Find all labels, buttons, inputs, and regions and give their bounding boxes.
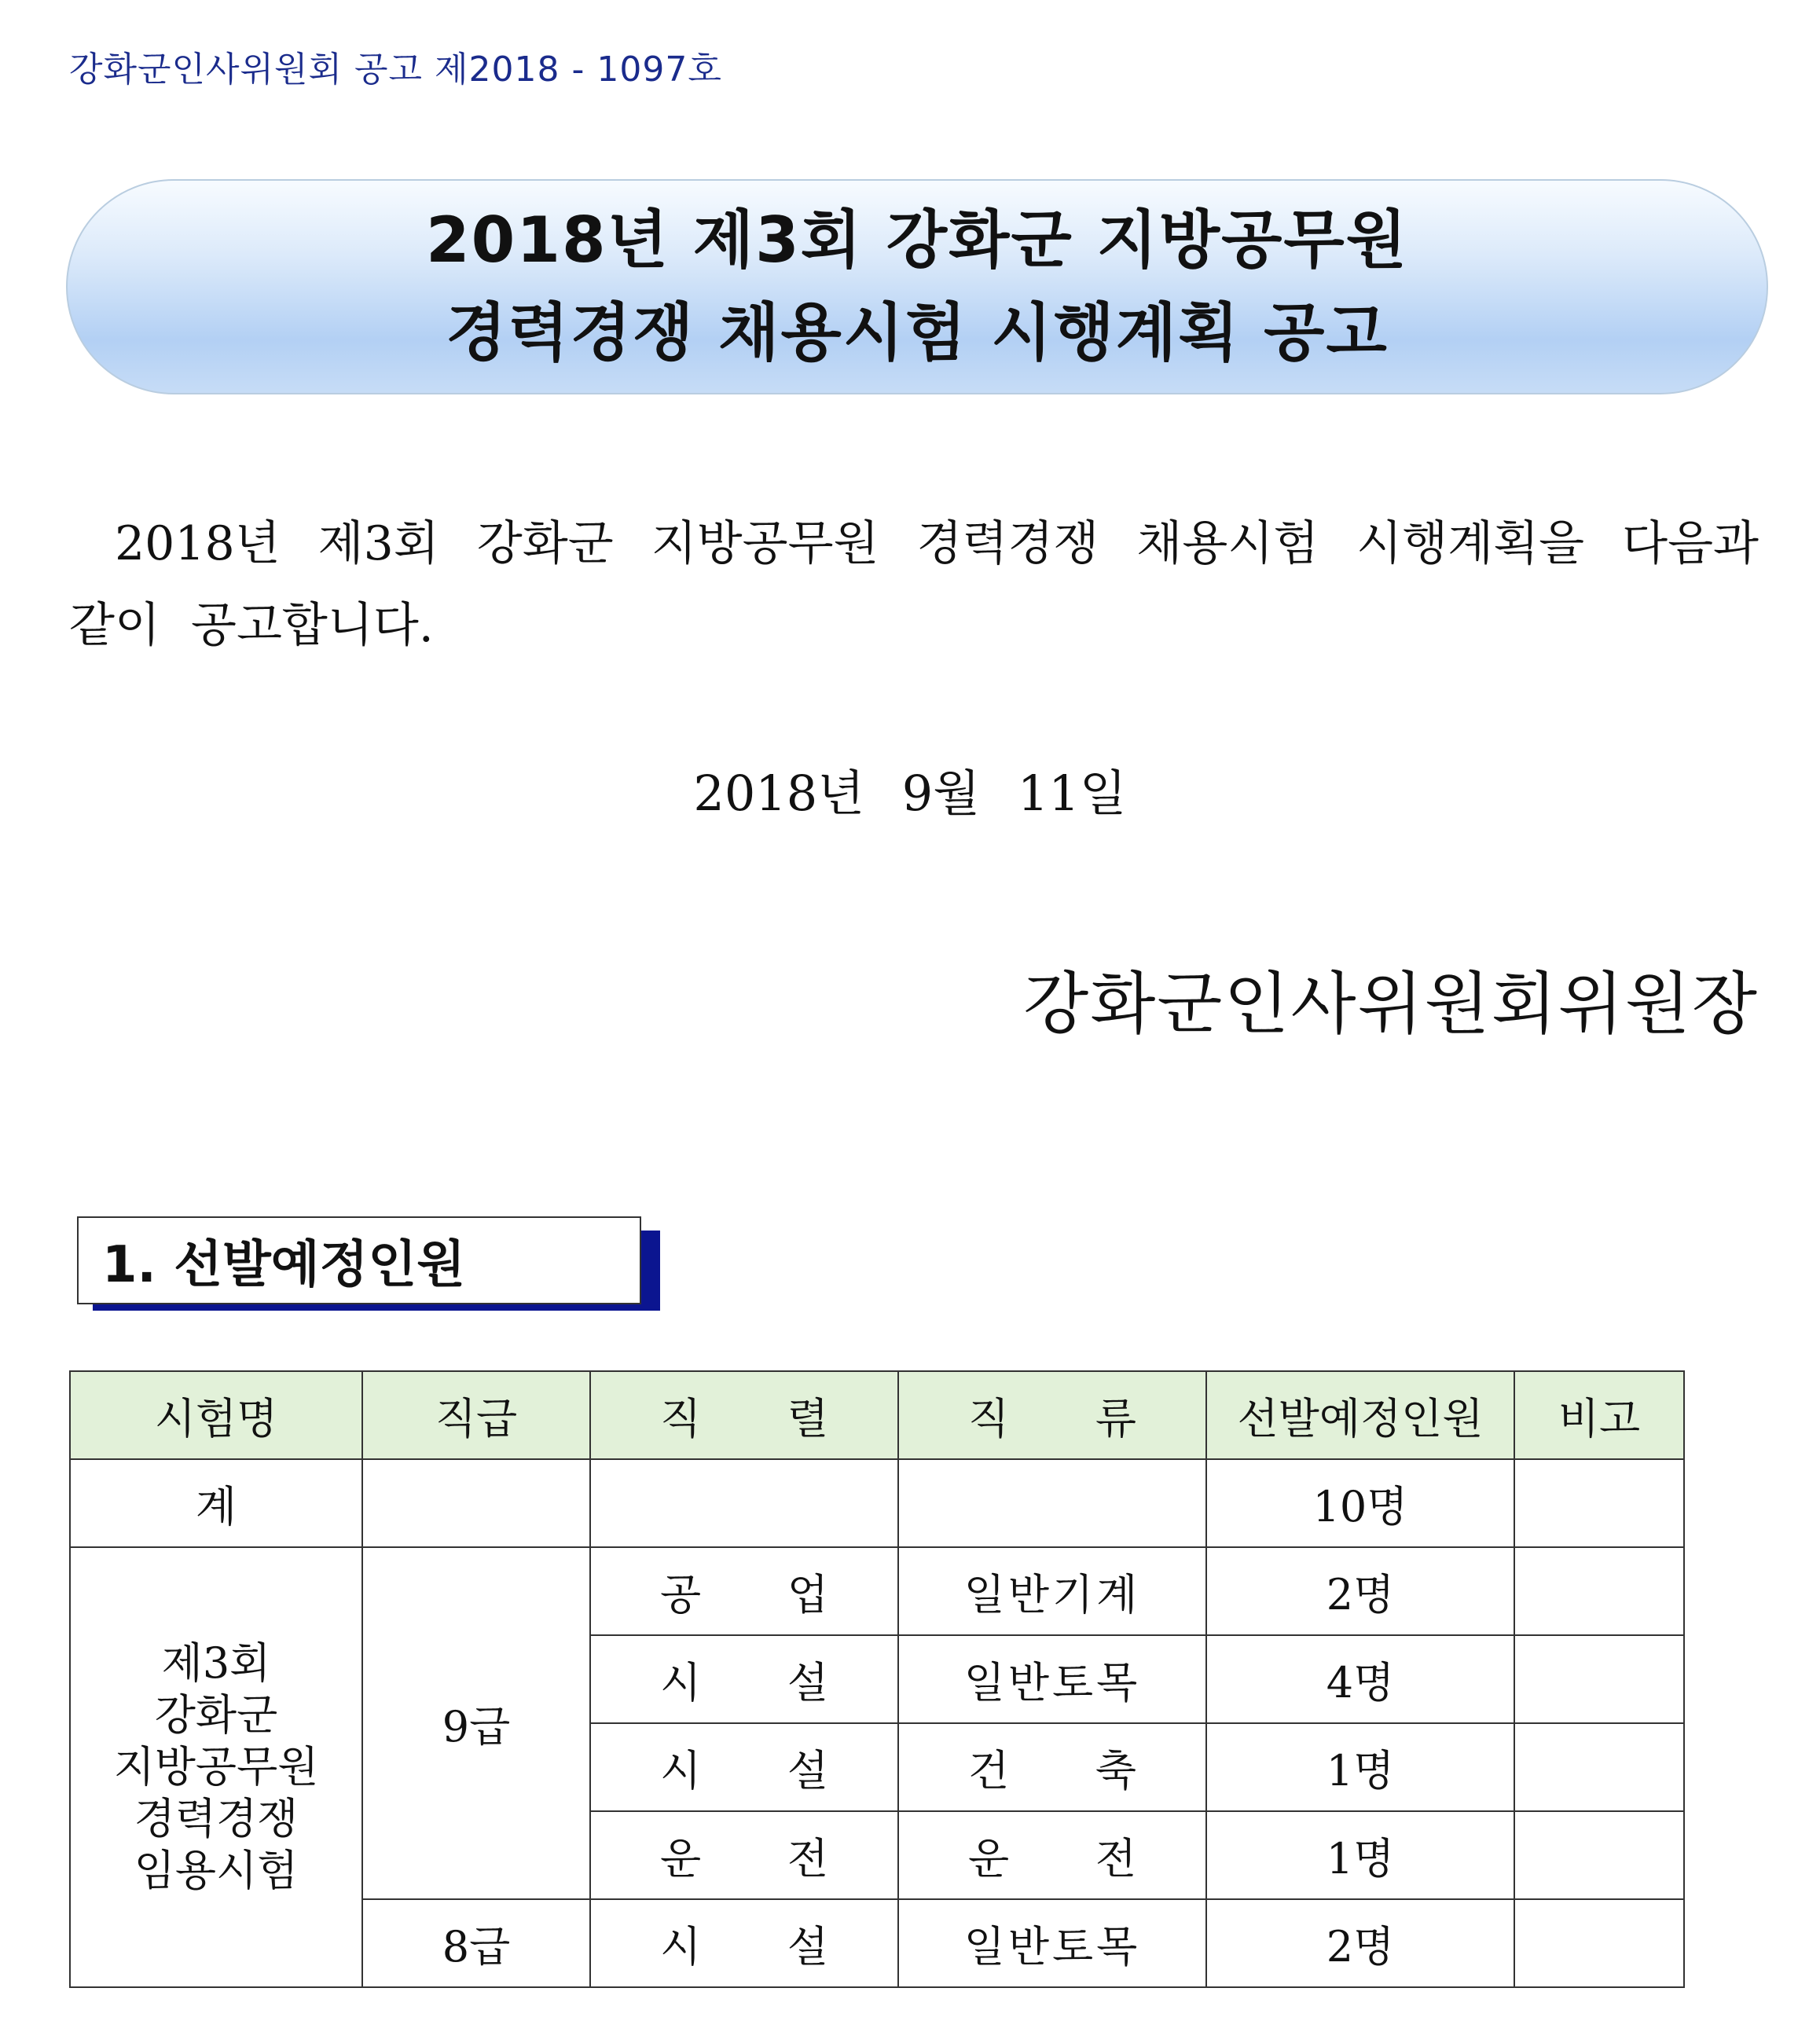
col-header-series-char-2: 렬 <box>787 1393 828 1443</box>
series-char: 설 <box>787 1921 828 1971</box>
table-cell <box>362 1459 590 1547</box>
section-heading-box <box>77 1216 641 1304</box>
exam-name-line: 지방공무원 <box>113 1742 319 1792</box>
total-count: 10명 <box>1206 1459 1514 1547</box>
note-cell <box>1514 1723 1684 1811</box>
series-char: 전 <box>787 1833 828 1883</box>
grade-cell: 9급 <box>362 1547 590 1899</box>
signer-title: 강화군인사위원회위원장 <box>1023 965 1759 1044</box>
series-char: 시 <box>660 1745 702 1795</box>
recruitment-table <box>69 1370 1685 1988</box>
col-header-note: 비고 <box>1514 1371 1684 1459</box>
table-cell <box>590 1459 898 1547</box>
series-char: 설 <box>787 1657 828 1707</box>
exam-name-line: 제3회 <box>161 1638 271 1688</box>
table-row-total <box>70 1459 1684 1547</box>
table-row <box>70 1547 1684 1635</box>
series-cell <box>590 1547 898 1635</box>
count-cell: 1명 <box>1206 1811 1514 1899</box>
exam-name-line: 경력경쟁 <box>134 1794 299 1843</box>
note-cell <box>1514 1811 1684 1899</box>
col-header-category <box>898 1371 1206 1459</box>
section-title: 1. 선발예정인원 <box>102 1236 466 1294</box>
intro-paragraph: 2018년 제3회 강화군 지방공무원 경력경쟁 채용시험 시행계획을 다음과 같이 공고합니다. <box>69 516 1759 653</box>
col-header-grade: 직급 <box>362 1371 590 1459</box>
count-cell: 4명 <box>1206 1635 1514 1723</box>
col-header-category-char-1: 직 <box>968 1393 1010 1443</box>
table-header-row <box>70 1371 1684 1459</box>
series-char: 시 <box>660 1657 702 1707</box>
series-char: 설 <box>787 1745 828 1795</box>
count-cell: 1명 <box>1206 1723 1514 1811</box>
count-cell: 2명 <box>1206 1899 1514 1987</box>
count-cell: 2명 <box>1206 1547 1514 1635</box>
category-char: 건 <box>968 1745 1010 1795</box>
grade-cell: 8급 <box>362 1899 590 1987</box>
series-char: 시 <box>660 1921 702 1971</box>
col-header-series <box>590 1371 898 1459</box>
section-heading <box>77 1216 659 1311</box>
col-header-category-char-2: 류 <box>1095 1393 1136 1443</box>
series-cell <box>590 1811 898 1899</box>
col-header-exam: 시험명 <box>70 1371 362 1459</box>
category-cell <box>898 1723 1206 1811</box>
series-char: 공 <box>660 1569 702 1619</box>
total-note <box>1514 1459 1684 1547</box>
note-cell <box>1514 1899 1684 1987</box>
category-cell: 일반토목 <box>898 1899 1206 1987</box>
exam-name-line: 임용시험 <box>134 1846 299 1895</box>
title-banner <box>66 179 1768 394</box>
series-char: 운 <box>660 1833 702 1883</box>
category-char: 전 <box>1095 1833 1136 1883</box>
category-cell <box>898 1811 1206 1899</box>
col-header-count: 선발예정인원 <box>1206 1371 1514 1459</box>
announcement-date: 2018년 9월 11일 <box>693 765 1127 822</box>
note-cell <box>1514 1547 1684 1635</box>
document-title-line-1: 2018년 제3회 강화군 지방공무원 <box>426 204 1408 277</box>
col-header-series-char-1: 직 <box>660 1393 702 1443</box>
category-cell: 일반기계 <box>898 1547 1206 1635</box>
exam-name-cell <box>70 1547 362 1987</box>
category-cell: 일반토목 <box>898 1635 1206 1723</box>
note-cell <box>1514 1635 1684 1723</box>
category-char: 운 <box>968 1833 1010 1883</box>
category-char: 축 <box>1095 1745 1136 1795</box>
exam-name-line: 강화군 <box>154 1690 278 1740</box>
table-cell <box>898 1459 1206 1547</box>
document-title-line-2: 경력경쟁 채용시험 시행계획 공고 <box>446 296 1389 369</box>
series-char: 업 <box>787 1569 828 1619</box>
total-label: 계 <box>70 1459 362 1547</box>
notice-number: 강화군인사위원회 공고 제2018 - 1097호 <box>69 50 722 90</box>
series-cell <box>590 1723 898 1811</box>
series-cell <box>590 1635 898 1723</box>
series-cell <box>590 1899 898 1987</box>
